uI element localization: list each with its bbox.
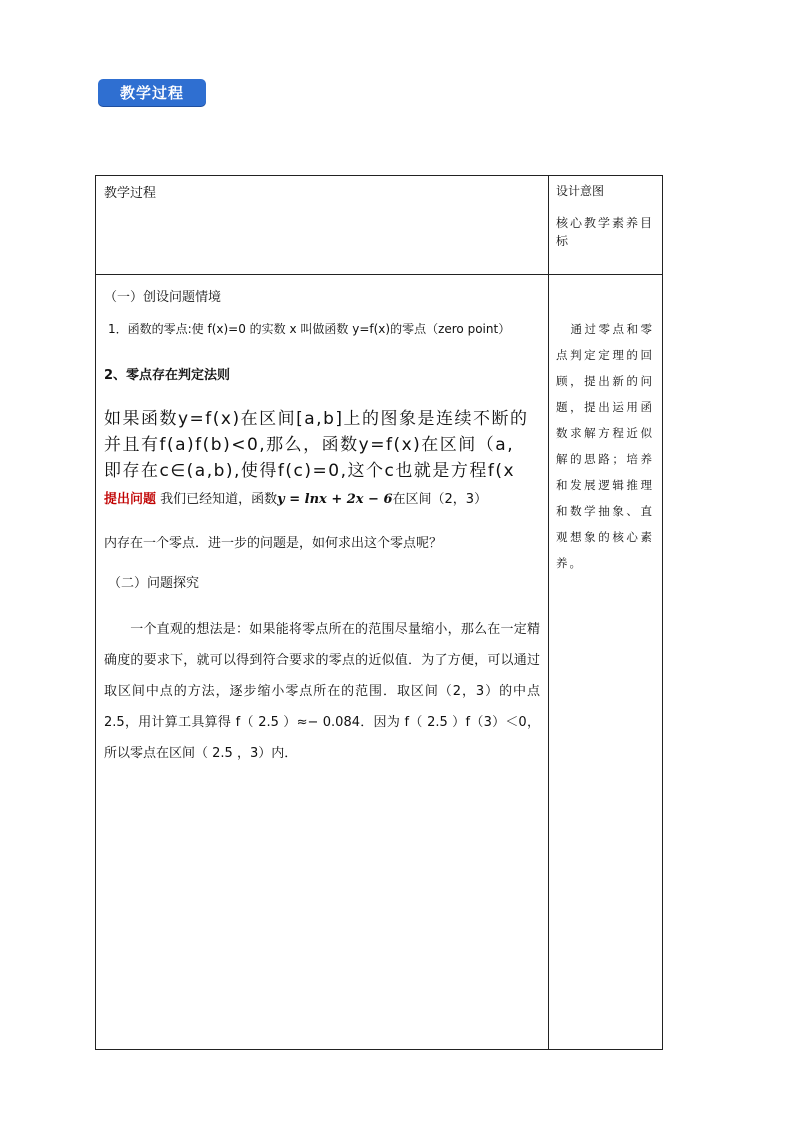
theorem-line-2: 并且有f(a)f(b)<0,那么，函数y=f(x)在区间（a, bbox=[104, 435, 515, 455]
header-core-literacy: 核心教学素养目标 bbox=[556, 216, 655, 248]
header-teaching-process: 教学过程 bbox=[104, 186, 157, 201]
section-heading-2: （二）问题探究 bbox=[108, 576, 200, 591]
theorem-line-1: 如果函数y=f(x)在区间[a,b]上的图象是连续不断的 bbox=[104, 409, 529, 429]
function-formula: y = lnx + 2x − 6 bbox=[277, 492, 393, 507]
zero-point-definition: 1．函数的零点:使 f(x)=0 的实数 x 叫做函数 y=f(x)的零点（zero point） bbox=[108, 322, 511, 336]
column-divider bbox=[548, 176, 549, 1049]
lesson-table bbox=[95, 175, 663, 1050]
explore-text: 一个直观的想法是：如果能将零点所在的范围尽量缩小，那么在一定精确度的要求下，就可以得到符合要求的零点的近似值．为了方便，可以通过取区间中点的方法，逐步缩小零点所在的范围．取区间（2，3）的中点 2.5，用计算工具算得 f（ 2.5 ）≈− 0.084．因为 f（ 2.5 ）f（3）＜0，所以零点在区间（ 2.5 ，3）内． bbox=[104, 622, 540, 761]
question-line bbox=[104, 488, 487, 507]
ask-text-a: 我们已经知道，函数 bbox=[156, 492, 278, 507]
theorem-line-3: 即存在c∈(a,b),使得f(c)=0,这个c也就是方程f(x bbox=[104, 461, 516, 481]
header-intent-title: 设计意图 bbox=[556, 184, 605, 198]
ask-label: 提出问题 bbox=[104, 492, 157, 507]
design-intent-text bbox=[556, 316, 654, 576]
question-line-2: 内存在一个零点．进一步的问题是，如何求出这个零点呢？ bbox=[104, 536, 443, 551]
section-heading-1: （一）创设问题情境 bbox=[104, 290, 222, 305]
header-divider bbox=[96, 274, 662, 275]
theorem-heading: 2、零点存在判定法则 bbox=[104, 368, 231, 383]
explore-paragraph bbox=[104, 614, 540, 769]
intent-text: 通过零点和零点判定定理的回顾，提出新的问题，提出运用函数求解方程近似解的思路；培养和发展逻辑推理和数学抽象、直观想象的核心素养。 bbox=[556, 322, 654, 570]
section-badge: 教学过程 bbox=[98, 79, 206, 106]
ask-text-b: 在区间（2，3） bbox=[392, 492, 488, 507]
header-design-intent bbox=[556, 182, 656, 250]
